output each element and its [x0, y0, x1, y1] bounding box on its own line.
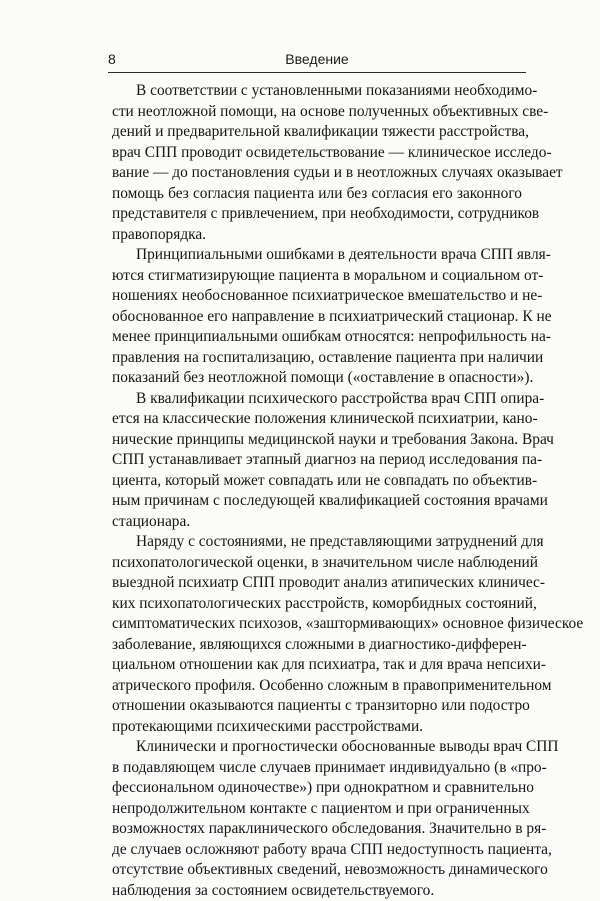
text-line: симптоматических психозов, «заштормивающих» основное физическое: [112, 614, 522, 635]
text-line: Принципиальными ошибками в деятельности врача СПП явля-: [112, 245, 522, 266]
text-line: выездной психиатр СПП проводит анализ атипических клиничес-: [112, 573, 522, 594]
text-line: представителя с привлечением, при необходимости, сотрудников: [112, 204, 522, 225]
page-body: [112, 81, 522, 901]
text-line: нические принципы медицинской науки и требования Закона. Врач: [112, 430, 522, 451]
paragraph: [112, 737, 522, 901]
text-line: сти неотложной помощи, на основе полученных объективных све-: [112, 102, 522, 123]
text-line: показаний без неотложной помощи («оставление в опасности»).: [112, 368, 522, 389]
text-line: психопатологической оценки, в значительном числе наблюдений: [112, 553, 522, 574]
paragraph: [112, 389, 522, 533]
text-line: В соответствии с установленными показаниями необходимо-: [112, 81, 522, 102]
text-line: наблюдения за состоянием освидетельствуемого.: [112, 881, 522, 901]
text-line: правопорядка.: [112, 225, 522, 246]
running-title: Введение: [108, 50, 526, 68]
text-line: врач СПП проводит освидетельствование — клиническое исследо-: [112, 143, 522, 164]
text-line: возможностях параклинического обследования. Значительно в ря-: [112, 819, 522, 840]
text-line: обоснованное его направление в психиатрический стационар. К не: [112, 307, 522, 328]
text-line: ких психопатологических расстройств, коморбидных состояний,: [112, 594, 522, 615]
text-line: ются стигматизирующие пациента в моральном и социальном от-: [112, 266, 522, 287]
text-line: дений и предварительной квалификации тяжести расстройства,: [112, 122, 522, 143]
text-line: отсутствие объективных сведений, невозможность динамического: [112, 860, 522, 881]
page-number: 8: [108, 50, 116, 68]
text-line: ется на классические положения клинической психиатрии, кано-: [112, 409, 522, 430]
text-line: Наряду с состояниями, не представляющими затруднений для: [112, 532, 522, 553]
paragraph: [112, 81, 522, 245]
text-line: протекающими психическими расстройствами.: [112, 717, 522, 738]
text-line: в подавляющем числе случаев принимает индивидуально (в «про-: [112, 758, 522, 779]
text-line: правления на госпитализацию, оставление пациента при наличии: [112, 348, 522, 369]
text-line: СПП устанавливает этапный диагноз на период исследования па-: [112, 450, 522, 471]
text-line: заболевание, являющихся сложными в диагностико-дифферен-: [112, 635, 522, 656]
text-line: ным причинам с последующей квалификацией состояния врачами: [112, 491, 522, 512]
text-line: вание — до постановления судьи и в неотложных случаях оказывает: [112, 163, 522, 184]
text-line: отношении оказываются пациенты с транзиторно или подостро: [112, 696, 522, 717]
text-line: В квалификации психического расстройства врач СПП опира-: [112, 389, 522, 410]
text-line: фессиональном одиночестве») при однократном и сравнительно: [112, 778, 522, 799]
paragraph: [112, 245, 522, 389]
paragraph: [112, 532, 522, 737]
text-line: стационара.: [112, 512, 522, 533]
text-line: помощь без согласия пациента или без согласия его законного: [112, 184, 522, 205]
text-line: ношениях необоснованное психиатрическое вмешательство и не-: [112, 286, 522, 307]
text-line: циальном отношении как для психиатра, так и для врача непсихи-: [112, 655, 522, 676]
text-line: менее принципиальными ошибкам относятся: непрофильность на-: [112, 327, 522, 348]
text-line: де случаев осложняют работу врача СПП недоступность пациента,: [112, 840, 522, 861]
page-header: [108, 50, 526, 73]
text-line: Клинически и прогностически обоснованные выводы врач СПП: [112, 737, 522, 758]
text-line: непродолжительном контакте с пациентом и при ограниченных: [112, 799, 522, 820]
text-line: атрического профиля. Особенно сложным в правоприменительном: [112, 676, 522, 697]
text-line: циента, который может совпадать или не совпадать по объектив-: [112, 471, 522, 492]
